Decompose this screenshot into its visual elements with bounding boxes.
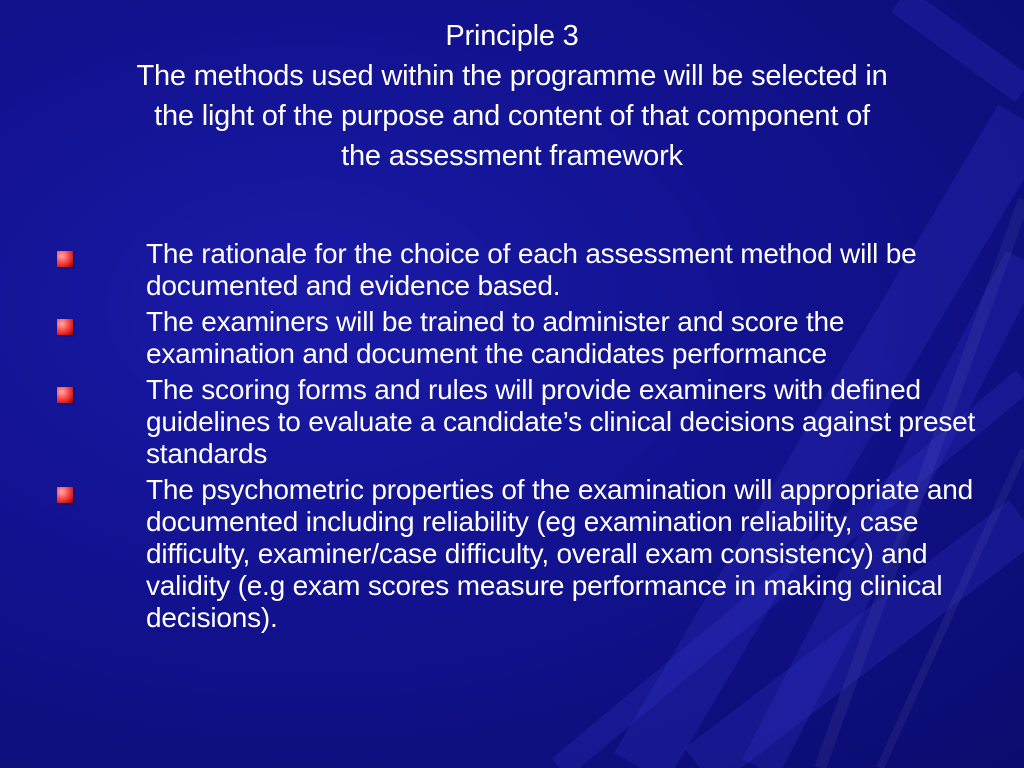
title-line: the light of the purpose and content of that component of bbox=[154, 100, 870, 132]
bullet-item bbox=[0, 238, 1024, 302]
bullet-item bbox=[0, 374, 1024, 470]
red-square-bullet-icon bbox=[57, 319, 73, 335]
red-square-bullet-icon bbox=[57, 487, 73, 503]
red-square-bullet-icon bbox=[57, 387, 73, 403]
bullet-list bbox=[0, 238, 1024, 638]
bullet-item bbox=[0, 306, 1024, 370]
slide-title bbox=[40, 16, 984, 176]
bullet-text: The scoring forms and rules will provide examiners with defined guidelines to evaluate a candidate’s clinical decisions against preset standards bbox=[146, 374, 976, 469]
title-line: The methods used within the programme will be selected in bbox=[136, 60, 888, 92]
title-line-principle: Principle 3 bbox=[445, 20, 579, 52]
bullet-text: The psychometric properties of the examination will appropriate and documented including reliability (eg examination reliability, case difficulty, examiner/case difficulty, overall exam consistency) and validity (e.g exam scores measure performance in making clinical decisions). bbox=[146, 474, 974, 633]
red-square-bullet-icon bbox=[57, 251, 73, 267]
title-line: the assessment framework bbox=[341, 140, 683, 172]
bullet-text: The rationale for the choice of each assessment method will be documented and evidence based. bbox=[146, 238, 917, 301]
bullet-item bbox=[0, 474, 1024, 634]
bullet-text: The examiners will be trained to administer and score the examination and document the candidates performance bbox=[146, 306, 845, 369]
